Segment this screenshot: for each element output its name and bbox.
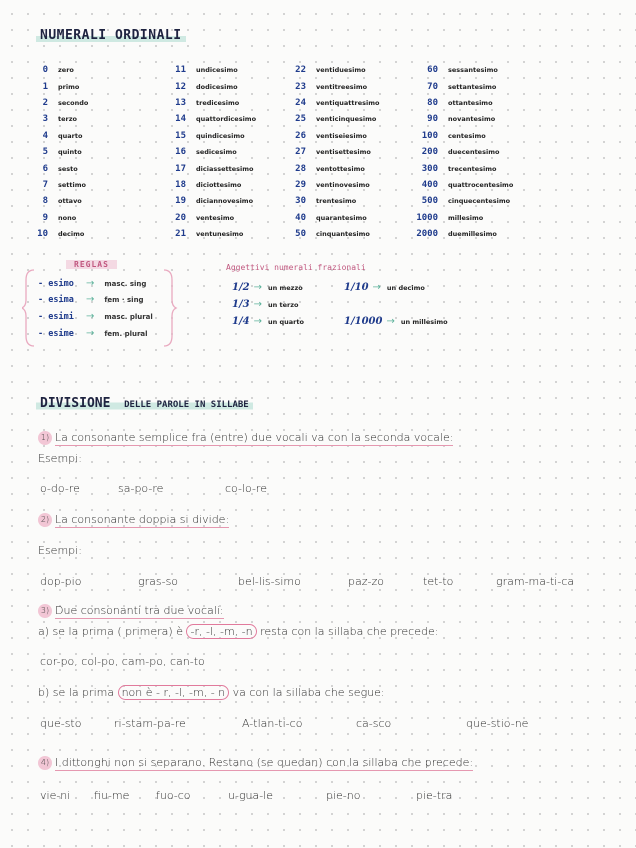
arrow-right-icon: → xyxy=(86,278,95,289)
ordinal-number: 2 xyxy=(42,97,48,108)
ordinal-row xyxy=(160,144,300,160)
rule-1-text: La consonante semplice fra (entre) due vocali va con la seconda vocale: xyxy=(55,431,454,444)
fraction-item xyxy=(344,282,425,293)
ordinal-number: 6 xyxy=(42,163,48,174)
ordinal-number: 1000 xyxy=(416,212,438,223)
rule-4-number: 4) xyxy=(38,756,52,770)
ordinal-word: quarantesimo xyxy=(316,213,367,222)
ordinal-word: nono xyxy=(58,213,77,222)
example-1-3: co-lo-re xyxy=(225,482,267,495)
fraction-value: 1/1000 xyxy=(344,316,383,327)
ordinal-number: 16 xyxy=(175,147,186,158)
ordinal-number: 19 xyxy=(175,196,186,207)
fraction-value: 1/2 xyxy=(232,282,250,293)
example-3a: cor-po, col-po, cam-po, can-to xyxy=(40,655,205,668)
ordinal-row xyxy=(22,62,162,78)
arrow-right-icon: → xyxy=(86,328,95,339)
ordinal-number: 40 xyxy=(295,212,306,223)
rule-suffix: - esima xyxy=(38,294,74,305)
ordinal-word: ventiduesimo xyxy=(316,66,366,75)
fraction-word: un millesimo xyxy=(400,317,448,326)
ordinal-word: ottantesimo xyxy=(448,98,493,107)
rule-row xyxy=(38,278,146,289)
fraction-item xyxy=(232,316,304,327)
rule-meaning: masc. sing xyxy=(104,279,147,288)
example-4-2: fiu-me xyxy=(94,789,130,802)
example-4-4: u-gua-le xyxy=(228,789,274,802)
ordinal-row xyxy=(22,177,162,193)
example-4-3: fuo-co xyxy=(156,789,191,802)
ordinal-row xyxy=(160,111,300,127)
example-2-2: gras-so xyxy=(138,575,179,588)
ordinal-row xyxy=(412,193,552,209)
ordinal-row xyxy=(160,62,300,78)
ordinal-row xyxy=(280,78,420,94)
ordinal-row xyxy=(412,144,552,160)
ordinal-word: ventunesimo xyxy=(196,230,244,239)
rule-row xyxy=(38,311,153,322)
fraction-value: 1/4 xyxy=(232,316,250,327)
arrow-right-icon: → xyxy=(253,282,262,293)
ordinal-number: 25 xyxy=(295,114,306,125)
ordinal-word: ventottesimo xyxy=(316,164,365,173)
ordinal-row xyxy=(160,128,300,144)
ordinal-column-4 xyxy=(412,62,552,242)
example-1-2: sa-po-re xyxy=(118,482,164,495)
rule-3a-pre: a) se la prima ( primera) è xyxy=(38,625,183,638)
division-title xyxy=(36,392,253,411)
rule-4-text: I dittonghi non si separano. Restano (se quedan) con la sillaba che precede: xyxy=(55,756,474,769)
ordinal-word: undicesimo xyxy=(196,66,238,75)
ordinal-row xyxy=(280,193,420,209)
ordinal-word: quarto xyxy=(58,131,83,140)
ordinal-word: ventitreesimo xyxy=(316,82,368,91)
ordinal-number: 24 xyxy=(295,97,306,108)
ordinal-number: 11 xyxy=(175,65,186,76)
ordinal-number: 3 xyxy=(42,114,48,125)
ordinal-number: 90 xyxy=(427,114,438,125)
ordinal-word: venticinquesimo xyxy=(316,115,377,124)
ordinal-row xyxy=(280,160,420,176)
ordinal-word: ventesimo xyxy=(196,213,235,222)
ordinal-word: quattordicesimo xyxy=(196,115,257,124)
ordinal-number: 5 xyxy=(42,147,48,158)
ordinal-word: ventiquattresimo xyxy=(316,98,380,107)
ordinal-word: settimo xyxy=(58,180,86,189)
rule-3b-pre: b) se la prima xyxy=(38,686,115,699)
rule-3a xyxy=(38,625,438,638)
ordinal-row xyxy=(160,226,300,242)
ordinal-number: 70 xyxy=(427,81,438,92)
ordinal-number: 200 xyxy=(421,147,438,158)
ordinal-number: 9 xyxy=(42,212,48,223)
rule-1-number: 1) xyxy=(38,431,52,445)
rule-3a-post: resta con la sillaba che precede: xyxy=(260,625,439,638)
ordinal-word: novantesimo xyxy=(448,115,496,124)
ordinal-word: diciassettesimo xyxy=(196,164,254,173)
arrow-right-icon: → xyxy=(86,294,95,305)
ordinal-row xyxy=(22,210,162,226)
ordinal-row xyxy=(160,78,300,94)
ordinal-word: ventiseiesimo xyxy=(316,131,367,140)
ordinal-word: cinquecentesimo xyxy=(448,197,511,206)
ordinal-word: duecentesimo xyxy=(448,148,500,157)
rule-4 xyxy=(38,756,473,770)
ordinal-row xyxy=(22,111,162,127)
rules-label: REGLAS xyxy=(66,260,117,269)
ordinal-word: cinquantesimo xyxy=(316,230,370,239)
ordinal-row xyxy=(412,128,552,144)
ordinal-number: 28 xyxy=(295,163,306,174)
ordinal-row xyxy=(160,210,300,226)
example-1-1: o-do-re xyxy=(40,482,80,495)
rule-meaning: masc. plural xyxy=(104,312,153,321)
ordinal-number: 80 xyxy=(427,97,438,108)
rule-3a-oval: -r, -l, -m, -n xyxy=(186,624,256,639)
ordinal-row xyxy=(280,177,420,193)
ordinal-number: 0 xyxy=(42,65,48,76)
ordinal-word: quinto xyxy=(58,148,82,157)
arrow-right-icon: → xyxy=(86,311,95,322)
fractions-title: Aggettivi numerali frazionali xyxy=(226,263,366,272)
ordinal-number: 50 xyxy=(295,229,306,240)
numerals-title xyxy=(36,28,186,43)
ordinal-word: diciannovesimo xyxy=(196,197,254,206)
example-3b-3: A-tlan-ti-co xyxy=(242,717,303,730)
arrow-right-icon: → xyxy=(386,316,395,327)
ordinal-row xyxy=(22,144,162,160)
ordinal-number: 4 xyxy=(42,130,48,141)
fraction-word: un decimo xyxy=(386,283,425,292)
fraction-word: un terzo xyxy=(267,300,299,309)
ordinal-word: tredicesimo xyxy=(196,98,240,107)
ordinal-word: trecentesimo xyxy=(448,164,497,173)
ordinal-row xyxy=(412,78,552,94)
ordinal-column-1 xyxy=(22,62,162,242)
ordinal-word: diciottesimo xyxy=(196,180,242,189)
ordinal-word: quattrocentesimo xyxy=(448,180,514,189)
ordinal-row xyxy=(160,95,300,111)
ordinal-number: 18 xyxy=(175,179,186,190)
ordinal-word: centesimo xyxy=(448,131,486,140)
ordinal-word: sessantesimo xyxy=(448,66,498,75)
ordinal-word: terzo xyxy=(58,115,77,124)
ordinal-row xyxy=(22,226,162,242)
ordinal-number: 20 xyxy=(175,212,186,223)
ordinal-row xyxy=(280,111,420,127)
ordinal-word: dodicesimo xyxy=(196,82,238,91)
example-2-3: bel-lis-simo xyxy=(238,575,301,588)
ordinal-word: zero xyxy=(58,66,74,75)
ordinal-number: 30 xyxy=(295,196,306,207)
ordinal-number: 60 xyxy=(427,65,438,76)
ordinal-row xyxy=(22,78,162,94)
ordinal-word: duemillesimo xyxy=(448,230,497,239)
example-2-4: paz-zo xyxy=(348,575,384,588)
ordinal-row xyxy=(22,95,162,111)
arrow-right-icon: → xyxy=(253,299,262,310)
rule-2-text: La consonante doppia si divide: xyxy=(55,513,230,526)
ordinal-row xyxy=(160,177,300,193)
fraction-word: un mezzo xyxy=(267,283,303,292)
ordinal-row xyxy=(412,62,552,78)
rule-suffix: - esimo xyxy=(38,278,74,289)
ordinal-number: 8 xyxy=(42,196,48,207)
rule-3-text: Due consonanti tra due vocali: xyxy=(55,604,224,617)
ordinal-number: 2000 xyxy=(416,229,438,240)
rule-2 xyxy=(38,513,229,527)
rule-3 xyxy=(38,604,224,618)
ordinal-number: 15 xyxy=(175,130,186,141)
rule-1 xyxy=(38,431,453,445)
example-4-5: pie-no xyxy=(326,789,361,802)
ordinal-number: 27 xyxy=(295,147,306,158)
ordinal-row xyxy=(280,144,420,160)
ordinal-number: 13 xyxy=(175,97,186,108)
example-2-6: gram-ma-ti-ca xyxy=(496,575,575,588)
example-2-5: tet-to xyxy=(423,575,454,588)
example-3b-2: ri-stam-pa-re xyxy=(114,717,186,730)
rule-2-number: 2) xyxy=(38,513,52,527)
ordinal-number: 14 xyxy=(175,114,186,125)
ordinal-word: sesto xyxy=(58,164,78,173)
esempi-2: Esempi: xyxy=(38,544,82,557)
rule-meaning: fem · sing xyxy=(104,295,144,304)
ordinal-word: primo xyxy=(58,82,80,91)
ordinal-row xyxy=(280,62,420,78)
arrow-right-icon: → xyxy=(253,316,262,327)
numerals-title-text: NUMERALI ORDINALI xyxy=(36,28,186,43)
ordinal-column-2 xyxy=(160,62,300,242)
ordinal-word: sedicesimo xyxy=(196,148,237,157)
rule-3b-oval: non è - r, -l, -m, - n xyxy=(118,685,230,700)
ordinal-row xyxy=(22,128,162,144)
ordinal-column-3 xyxy=(280,62,420,242)
arrow-right-icon: → xyxy=(372,282,381,293)
ordinal-row xyxy=(280,210,420,226)
ordinal-row xyxy=(412,95,552,111)
example-3b-5: que-stio-ne xyxy=(466,717,529,730)
ordinal-word: ottavo xyxy=(58,197,82,206)
fraction-value: 1/10 xyxy=(344,282,369,293)
ordinal-word: ventisettesimo xyxy=(316,148,371,157)
example-3b-1: que-sto xyxy=(40,717,82,730)
rule-3b-post: va con la sillaba che segue: xyxy=(232,686,385,699)
fraction-item xyxy=(232,299,298,310)
ordinal-row xyxy=(280,226,420,242)
ordinal-row xyxy=(280,128,420,144)
rule-suffix: - esimi xyxy=(38,311,74,322)
rule-meaning: fem. plural xyxy=(104,329,148,338)
rule-row xyxy=(38,328,148,339)
ordinal-word: trentesimo xyxy=(316,197,357,206)
ordinal-row xyxy=(22,193,162,209)
example-4-6: pie-tra xyxy=(416,789,453,802)
ordinal-row xyxy=(412,226,552,242)
ordinal-number: 23 xyxy=(295,81,306,92)
ordinal-number: 26 xyxy=(295,130,306,141)
ordinal-number: 400 xyxy=(421,179,438,190)
ordinal-number: 1 xyxy=(42,81,48,92)
fraction-item xyxy=(344,316,448,327)
ordinal-number: 22 xyxy=(295,65,306,76)
ordinal-row xyxy=(280,95,420,111)
ordinal-number: 100 xyxy=(421,130,438,141)
esempi-1: Esempi: xyxy=(38,452,82,465)
ordinal-word: quindicesimo xyxy=(196,131,245,140)
ordinal-word: decimo xyxy=(58,230,85,239)
rule-3b xyxy=(38,686,385,699)
ordinal-row xyxy=(412,210,552,226)
division-title-rest: DELLE PAROLE IN SILLABE xyxy=(124,400,249,410)
ordinal-row xyxy=(412,111,552,127)
ordinal-number: 10 xyxy=(37,229,48,240)
ordinal-row xyxy=(412,160,552,176)
rule-3-number: 3) xyxy=(38,604,52,618)
ordinal-row xyxy=(412,177,552,193)
example-4-1: vie-ni xyxy=(40,789,71,802)
rule-suffix: - esime xyxy=(38,328,74,339)
ordinal-word: settantesimo xyxy=(448,82,497,91)
ordinal-number: 500 xyxy=(421,196,438,207)
ordinal-number: 21 xyxy=(175,229,186,240)
ordinal-number: 29 xyxy=(295,179,306,190)
fraction-item xyxy=(232,282,303,293)
example-3b-4: ca-sco xyxy=(356,717,392,730)
example-2-1: dop-pio xyxy=(40,575,82,588)
ordinal-row xyxy=(160,193,300,209)
fraction-word: un quarto xyxy=(267,317,304,326)
ordinal-word: secondo xyxy=(58,98,89,107)
ordinal-row xyxy=(160,160,300,176)
ordinal-word: ventinovesimo xyxy=(316,180,370,189)
fraction-value: 1/3 xyxy=(232,299,250,310)
ordinal-number: 7 xyxy=(42,179,48,190)
ordinal-number: 12 xyxy=(175,81,186,92)
ordinal-row xyxy=(22,160,162,176)
division-title-main: DIVISIONE xyxy=(40,396,111,411)
rule-row xyxy=(38,294,144,305)
ordinal-number: 300 xyxy=(421,163,438,174)
ordinal-number: 17 xyxy=(175,163,186,174)
ordinal-word: millesimo xyxy=(448,213,484,222)
